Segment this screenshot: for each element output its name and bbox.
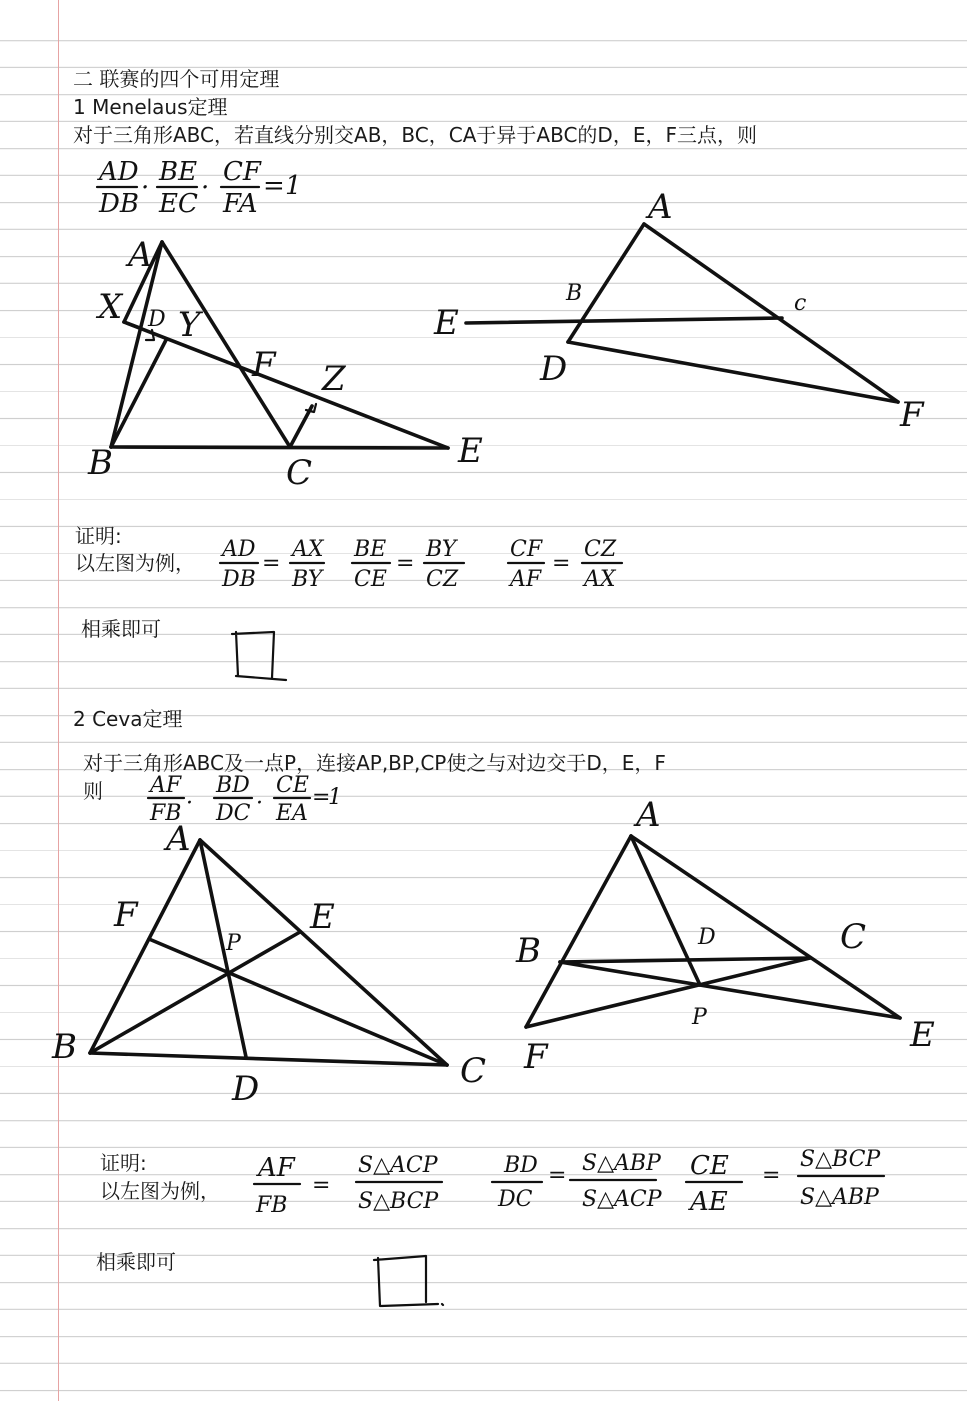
formula-equals: = bbox=[263, 171, 285, 201]
ratio3-lhs-num: CF bbox=[510, 537, 543, 562]
formula-term-3-num: CF bbox=[223, 157, 261, 187]
formula-term-3-den: FA bbox=[223, 189, 258, 219]
ratio3-lhs-num: CE bbox=[690, 1151, 729, 1181]
ceva-proof-intro: 以左图为例， bbox=[100, 1179, 220, 1203]
ceva-statement: 对于三角形ABC及一点P，连接AP,BP,CP使之与对边交于D，E，F bbox=[83, 751, 666, 775]
formula-term-2-num: BD bbox=[216, 773, 250, 798]
label-A: A bbox=[636, 795, 661, 835]
label-D: D bbox=[540, 349, 568, 389]
label-F: F bbox=[252, 345, 276, 385]
ratio2-equals: = bbox=[396, 551, 415, 576]
ceva-proof-ratios bbox=[252, 1142, 892, 1222]
ceva-title: 2 Ceva定理 bbox=[73, 707, 183, 731]
ratio1-lhs-num: AD bbox=[222, 537, 256, 562]
label-P: P bbox=[692, 1005, 707, 1030]
ratio3-equals: = bbox=[552, 551, 571, 576]
formula-equals: = bbox=[312, 785, 331, 810]
label-A: A bbox=[166, 819, 191, 859]
formula-term-1-num: AD bbox=[99, 157, 139, 187]
ratio1-lhs-den: FB bbox=[256, 1193, 288, 1218]
label-D: D bbox=[698, 925, 716, 950]
label-X: X bbox=[98, 287, 123, 327]
ratio2-rhs-num: BY bbox=[426, 537, 457, 562]
menelaus-statement: 对于三角形ABC，若直线分别交AB，BC，CA于异于ABC的D，E，F三点，则 bbox=[73, 123, 757, 147]
ratio1-lhs-den: DB bbox=[222, 567, 256, 592]
ratio2-rhs-den: S△ACP bbox=[582, 1187, 662, 1212]
label-E: E bbox=[434, 303, 459, 343]
label-B: B bbox=[566, 281, 583, 306]
ratio3-lhs-den: AE bbox=[690, 1187, 728, 1217]
section-title: 二 联赛的四个可用定理 bbox=[73, 67, 280, 91]
label-A: A bbox=[648, 187, 673, 227]
ratio2-lhs-num: BE bbox=[354, 537, 387, 562]
ratio2-lhs-den: CE bbox=[354, 567, 387, 592]
ratio1-rhs-den: S△BCP bbox=[358, 1189, 439, 1214]
formula-term-3-den: EA bbox=[276, 801, 308, 826]
ratio3-lhs-den: AF bbox=[510, 567, 542, 592]
formula-term-2-den: EC bbox=[159, 189, 198, 219]
label-E: E bbox=[910, 1015, 935, 1055]
label-Z: Z bbox=[322, 359, 346, 399]
ceva-then: 则 bbox=[83, 779, 103, 803]
formula-term-1-num: AF bbox=[150, 773, 182, 798]
label-B: B bbox=[88, 443, 113, 483]
label-C: c bbox=[794, 291, 807, 316]
segment-AF bbox=[526, 836, 631, 1027]
ratio2-lhs-num: BD bbox=[504, 1153, 538, 1178]
label-E: E bbox=[310, 897, 335, 937]
menelaus-proof-intro: 以左图为例， bbox=[75, 551, 195, 575]
ratio1-equals: = bbox=[312, 1173, 331, 1198]
formula-term-2-den: DC bbox=[216, 801, 251, 826]
label-A: A bbox=[128, 235, 153, 275]
label-B: B bbox=[516, 931, 541, 971]
ratio2-equals: = bbox=[548, 1163, 567, 1188]
label-Y: Y bbox=[178, 305, 201, 345]
ratio2-lhs-den: DC bbox=[498, 1187, 533, 1212]
ratio3-rhs-den: AX bbox=[584, 567, 616, 592]
label-C: C bbox=[460, 1051, 487, 1091]
ratio1-rhs-num: AX bbox=[292, 537, 324, 562]
ratio1-equals: = bbox=[262, 551, 281, 576]
formula-dot-1: · bbox=[186, 791, 193, 816]
label-C: C bbox=[840, 917, 867, 957]
ratio3-rhs-num: S△BCP bbox=[800, 1147, 881, 1172]
formula-result: 1 bbox=[328, 785, 342, 810]
formula-dot-1: · bbox=[141, 173, 150, 203]
segment-BC bbox=[560, 958, 810, 962]
menelaus-title: 1 Menelaus定理 bbox=[73, 95, 228, 119]
ratio3-rhs-den: S△ABP bbox=[800, 1185, 879, 1210]
label-F: F bbox=[900, 395, 924, 435]
ratio3-equals: = bbox=[762, 1163, 781, 1188]
formula-term-1-den: DB bbox=[99, 189, 139, 219]
label-D: D bbox=[232, 1069, 260, 1109]
ratio1-lhs-num: AF bbox=[258, 1153, 295, 1183]
ratio2-rhs-num: S△ABP bbox=[582, 1151, 661, 1176]
ceva-conclusion: 相乘即可 bbox=[96, 1250, 176, 1274]
formula-term-2-num: BE bbox=[159, 157, 198, 187]
label-C: C bbox=[286, 453, 313, 493]
ceva-proof-label: 证明: bbox=[100, 1151, 147, 1175]
qed-mark-icon bbox=[368, 1248, 454, 1314]
menelaus-conclusion: 相乘即可 bbox=[81, 617, 161, 641]
formula-result: 1 bbox=[285, 171, 302, 201]
label-B: B bbox=[52, 1027, 77, 1067]
formula-dot-2: · bbox=[256, 791, 263, 816]
label-E: E bbox=[458, 431, 483, 471]
label-P: P bbox=[226, 931, 241, 956]
ratio2-rhs-den: CZ bbox=[426, 567, 459, 592]
segment-FC bbox=[526, 958, 810, 1027]
segment-BE bbox=[560, 962, 900, 1018]
formula-dot-2: · bbox=[201, 173, 210, 203]
formula-term-3-num: CE bbox=[276, 773, 309, 798]
ratio3-rhs-num: CZ bbox=[584, 537, 617, 562]
formula-term-1-den: FB bbox=[150, 801, 182, 826]
label-F: F bbox=[114, 895, 138, 935]
menelaus-proof-label: 证明: bbox=[75, 524, 122, 548]
ratio1-rhs-num: S△ACP bbox=[358, 1153, 438, 1178]
label-F: F bbox=[524, 1037, 548, 1077]
label-D: D bbox=[148, 307, 166, 332]
ratio1-rhs-den: BY bbox=[292, 567, 323, 592]
